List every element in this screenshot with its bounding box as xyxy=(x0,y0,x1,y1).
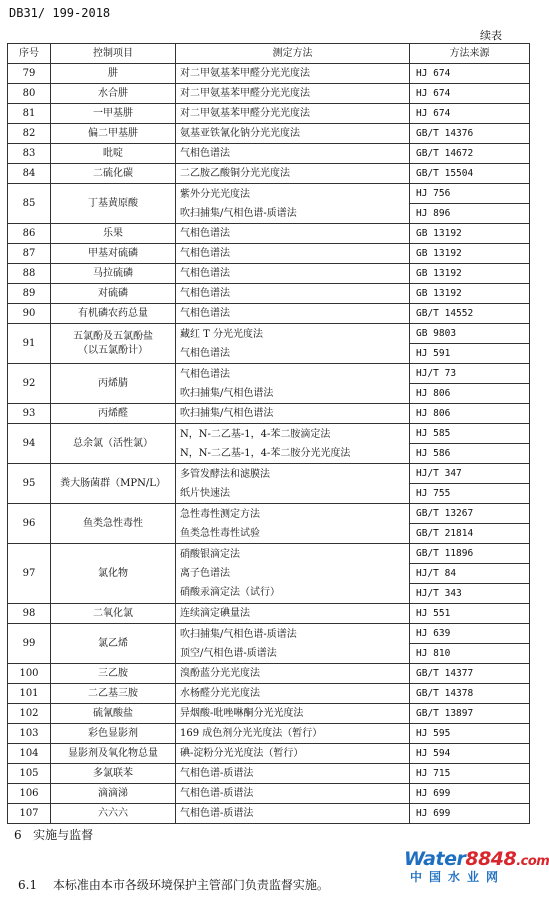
source-line: HJ/T 84 xyxy=(410,563,529,583)
method-line: 吹扫捕集/气相色谱-质谱法 xyxy=(180,207,297,219)
method-cell xyxy=(176,64,410,84)
method-line: 对二甲氨基苯甲醛分光光度法 xyxy=(180,68,310,79)
row-number: 107 xyxy=(8,804,51,824)
method-cell xyxy=(176,764,410,784)
control-item xyxy=(51,164,176,184)
control-item-line: 丁基黄原酸 xyxy=(88,197,138,209)
source-line: HJ 595 xyxy=(416,728,451,739)
source-cell xyxy=(410,684,530,704)
control-item-line: 偏二甲基肼 xyxy=(88,127,138,139)
source-line: HJ 639 xyxy=(416,628,451,639)
source-line: GB/T 15504 xyxy=(416,168,474,179)
row-number: 104 xyxy=(8,744,51,764)
control-item xyxy=(51,764,176,784)
source-cell xyxy=(410,324,530,364)
control-item-line: 马拉硫磷 xyxy=(93,267,133,279)
method-line: 碘-淀粉分光光度法（暂行） xyxy=(180,748,304,759)
method-cell xyxy=(176,224,410,244)
row-number: 87 xyxy=(8,244,51,264)
method-cell xyxy=(176,364,410,404)
source-line: HJ/T 347 xyxy=(416,468,462,479)
row-number: 86 xyxy=(8,224,51,244)
control-item-line: 三乙胺 xyxy=(98,667,128,679)
control-item xyxy=(51,304,176,324)
watermark-english xyxy=(404,848,549,870)
section-number: 6 xyxy=(14,828,22,842)
source-line: HJ 896 xyxy=(410,203,529,223)
table-row xyxy=(8,224,530,244)
method-line: 气相色谱-质谱法 xyxy=(180,788,254,799)
row-number: 96 xyxy=(8,504,51,544)
method-line: 吹扫捕集/气相色谱法 xyxy=(180,408,274,419)
control-item-line: 有机磷农药总量 xyxy=(78,307,148,319)
header-method: 测定方法 xyxy=(176,44,410,64)
source-cell xyxy=(410,284,530,304)
control-item-line: 五氯酚及五氯酚盐 xyxy=(73,330,153,342)
method-line: 氨基亚铁氰化钠分光光度法 xyxy=(180,128,300,139)
source-line: GB/T 14672 xyxy=(416,148,474,159)
source-line: GB 13192 xyxy=(416,288,462,299)
method-line: 二乙胺乙酸铜分光光度法 xyxy=(180,168,290,179)
source-line: HJ 810 xyxy=(410,643,529,663)
method-cell xyxy=(176,684,410,704)
table-body xyxy=(8,64,530,824)
control-item-line: 多氯联苯 xyxy=(93,767,133,779)
source-line: GB/T 14378 xyxy=(416,688,474,699)
watermark-w: W xyxy=(404,848,424,870)
method-line: 169 成色剂分光光度法（暂行） xyxy=(180,728,323,739)
source-cell xyxy=(410,424,530,464)
source-line: GB/T 11896 xyxy=(416,548,474,559)
table-row xyxy=(8,124,530,144)
source-line: HJ 699 xyxy=(416,788,451,799)
control-item xyxy=(51,624,176,664)
method-line: 气相色谱法 xyxy=(180,228,230,239)
row-number: 92 xyxy=(8,364,51,404)
source-line: HJ 674 xyxy=(416,108,451,119)
table-row xyxy=(8,764,530,784)
table-row xyxy=(8,624,530,664)
row-number: 101 xyxy=(8,684,51,704)
source-line: GB/T 14552 xyxy=(416,308,474,319)
source-line: HJ 586 xyxy=(410,443,529,463)
control-item-line: 肼 xyxy=(108,67,118,79)
source-line: GB/T 14376 xyxy=(416,128,474,139)
table-row xyxy=(8,284,530,304)
source-line: HJ/T 343 xyxy=(410,583,529,603)
row-number: 93 xyxy=(8,404,51,424)
row-number: 102 xyxy=(8,704,51,724)
row-number: 79 xyxy=(8,64,51,84)
control-item xyxy=(51,504,176,544)
source-line: HJ 699 xyxy=(416,808,451,819)
method-line: 对二甲氨基苯甲醛分光光度法 xyxy=(180,88,310,99)
source-cell xyxy=(410,504,530,544)
source-cell xyxy=(410,784,530,804)
control-item xyxy=(51,704,176,724)
table-row xyxy=(8,664,530,684)
table-row xyxy=(8,724,530,744)
row-number: 89 xyxy=(8,284,51,304)
source-cell xyxy=(410,624,530,664)
header-no: 序号 xyxy=(8,44,51,64)
source-line: HJ 585 xyxy=(416,428,451,439)
control-item-line: 氯乙烯 xyxy=(98,637,128,649)
source-cell xyxy=(410,464,530,504)
method-cell xyxy=(176,104,410,124)
source-line: HJ 755 xyxy=(410,483,529,503)
method-line: 气相色谱法 xyxy=(180,308,230,319)
watermark-number: 8848 xyxy=(465,848,517,870)
header-source: 方法来源 xyxy=(410,44,530,64)
method-cell xyxy=(176,404,410,424)
method-cell xyxy=(176,724,410,744)
source-line: HJ 806 xyxy=(410,383,529,403)
method-line: 气相色谱法 xyxy=(180,148,230,159)
method-cell xyxy=(176,784,410,804)
control-item xyxy=(51,464,176,504)
table-row xyxy=(8,684,530,704)
row-number: 84 xyxy=(8,164,51,184)
control-item xyxy=(51,284,176,304)
method-line: 硝酸汞滴定法（试行） xyxy=(180,587,280,598)
source-cell xyxy=(410,724,530,744)
table-row xyxy=(8,264,530,284)
method-cell xyxy=(176,744,410,764)
row-number: 83 xyxy=(8,144,51,164)
source-line: HJ 591 xyxy=(410,343,529,363)
source-cell xyxy=(410,404,530,424)
control-item xyxy=(51,744,176,764)
source-line: HJ 756 xyxy=(416,188,451,199)
control-item xyxy=(51,84,176,104)
table-row xyxy=(8,504,530,544)
control-item-line: 二乙基三胺 xyxy=(88,687,138,699)
clause xyxy=(18,876,329,893)
control-item xyxy=(51,784,176,804)
source-cell xyxy=(410,604,530,624)
source-cell xyxy=(410,124,530,144)
control-item-line: 吡啶 xyxy=(103,147,123,159)
control-item xyxy=(51,604,176,624)
table-row xyxy=(8,184,530,224)
method-line: 多管发酵法和滤膜法 xyxy=(180,468,270,480)
control-item xyxy=(51,144,176,164)
method-line: 气相色谱法 xyxy=(180,288,230,299)
source-cell xyxy=(410,304,530,324)
source-cell xyxy=(410,744,530,764)
source-line: GB 13192 xyxy=(416,248,462,259)
method-line: 气相色谱法 xyxy=(180,347,230,359)
control-item-line: 粪大肠菌群（MPN/L） xyxy=(60,477,166,489)
method-cell xyxy=(176,464,410,504)
table-row xyxy=(8,324,530,364)
method-cell xyxy=(176,164,410,184)
method-cell xyxy=(176,804,410,824)
table-row xyxy=(8,244,530,264)
control-item xyxy=(51,424,176,464)
method-line: 气相色谱法 xyxy=(180,268,230,279)
control-item-line: 二氧化氯 xyxy=(93,607,133,619)
table-row xyxy=(8,704,530,724)
method-line: 吹扫捕集/气相色谱法 xyxy=(180,387,274,399)
source-cell xyxy=(410,364,530,404)
row-number: 90 xyxy=(8,304,51,324)
source-cell xyxy=(410,224,530,244)
row-number: 106 xyxy=(8,784,51,804)
table-row xyxy=(8,424,530,464)
header-item: 控制项目 xyxy=(51,44,176,64)
control-item xyxy=(51,104,176,124)
control-item xyxy=(51,544,176,604)
control-item-line: 二硫化碳 xyxy=(93,167,133,179)
method-cell xyxy=(176,284,410,304)
watermark-chinese: 中国水业网 xyxy=(410,870,506,884)
source-line: HJ 594 xyxy=(416,748,451,759)
source-cell xyxy=(410,144,530,164)
method-line: N，N-二乙基-1，4-苯二胺滴定法 xyxy=(180,428,331,440)
method-cell xyxy=(176,184,410,224)
source-cell xyxy=(410,764,530,784)
source-line: GB/T 13897 xyxy=(416,708,474,719)
method-line: 气相色谱法 xyxy=(180,248,230,259)
control-item-line: 乐果 xyxy=(103,227,123,239)
source-cell xyxy=(410,164,530,184)
control-item-line: 对硫磷 xyxy=(98,287,128,299)
table-row xyxy=(8,144,530,164)
control-item xyxy=(51,224,176,244)
method-cell xyxy=(176,124,410,144)
source-cell xyxy=(410,704,530,724)
source-line: HJ 674 xyxy=(416,88,451,99)
source-line: GB/T 13267 xyxy=(416,508,474,519)
control-item xyxy=(51,184,176,224)
control-item-line: 一甲基肼 xyxy=(93,107,133,119)
clause-text: 本标准由本市各级环境保护主管部门负责监督实施。 xyxy=(52,878,329,892)
method-line: 气相色谱法 xyxy=(180,368,230,380)
control-item-line: 总余氯（活性氯） xyxy=(73,437,153,449)
control-item xyxy=(51,724,176,744)
source-cell xyxy=(410,84,530,104)
watermark-logo xyxy=(404,848,549,894)
row-number: 105 xyxy=(8,764,51,784)
row-number: 103 xyxy=(8,724,51,744)
source-cell xyxy=(410,64,530,84)
source-cell xyxy=(410,804,530,824)
table-row xyxy=(8,604,530,624)
method-cell xyxy=(176,504,410,544)
table-row xyxy=(8,64,530,84)
source-line: GB 13192 xyxy=(416,228,462,239)
table-row xyxy=(8,104,530,124)
control-item xyxy=(51,264,176,284)
row-number: 94 xyxy=(8,424,51,464)
control-item xyxy=(51,124,176,144)
table-row xyxy=(8,304,530,324)
table-row xyxy=(8,464,530,504)
watermark-suffix: .com xyxy=(516,854,549,869)
control-item xyxy=(51,804,176,824)
control-item xyxy=(51,244,176,264)
watermark-ater: ater xyxy=(423,848,466,870)
method-cell xyxy=(176,244,410,264)
table-row xyxy=(8,544,530,604)
row-number: 82 xyxy=(8,124,51,144)
source-line: HJ 715 xyxy=(416,768,451,779)
method-line: N，N-二乙基-1，4-苯二胺分光光度法 xyxy=(180,447,351,459)
method-cell xyxy=(176,704,410,724)
section-title: 实施与监督 xyxy=(33,828,94,842)
control-item-line: 滴滴涕 xyxy=(98,787,128,799)
control-item-line: 甲基对硫磷 xyxy=(88,247,138,259)
table-row xyxy=(8,164,530,184)
method-line: 藏红 T 分光光度法 xyxy=(180,328,264,340)
method-cell xyxy=(176,144,410,164)
control-item xyxy=(51,404,176,424)
method-line: 对二甲氨基苯甲醛分光光度法 xyxy=(180,108,310,119)
table-row xyxy=(8,804,530,824)
table-header-row xyxy=(8,44,530,64)
source-line: HJ/T 73 xyxy=(416,368,457,379)
source-line: HJ 674 xyxy=(416,68,451,79)
method-cell xyxy=(176,264,410,284)
method-line: 异烟酸-吡唑啉酮分光光度法 xyxy=(180,708,304,719)
method-line: 鱼类急性毒性试验 xyxy=(180,527,260,539)
source-cell xyxy=(410,264,530,284)
method-line: 纸片快速法 xyxy=(180,487,230,499)
control-item-line: 六六六 xyxy=(98,807,128,819)
method-cell xyxy=(176,84,410,104)
method-line: 离子色谱法 xyxy=(180,568,230,579)
table-row xyxy=(8,744,530,764)
method-line: 硝酸银滴定法 xyxy=(180,549,240,560)
control-item-line: （以五氯酚计） xyxy=(78,344,148,356)
method-cell xyxy=(176,604,410,624)
row-number: 85 xyxy=(8,184,51,224)
method-line: 吹扫捕集/气相色谱-质谱法 xyxy=(180,628,297,640)
control-item xyxy=(51,664,176,684)
source-line: HJ 551 xyxy=(416,608,451,619)
method-line: 气相色谱-质谱法 xyxy=(180,808,254,819)
control-item-line: 水合肼 xyxy=(98,87,128,99)
source-line: HJ 806 xyxy=(416,408,451,419)
clause-number: 6.1 xyxy=(18,878,38,892)
method-cell xyxy=(176,304,410,324)
source-cell xyxy=(410,544,530,604)
method-line: 紫外分光光度法 xyxy=(180,188,250,200)
source-cell xyxy=(410,664,530,684)
row-number: 91 xyxy=(8,324,51,364)
source-line: GB/T 21814 xyxy=(410,523,529,543)
control-item xyxy=(51,364,176,404)
table-row xyxy=(8,84,530,104)
row-number: 99 xyxy=(8,624,51,664)
control-item-line: 丙烯醛 xyxy=(98,407,128,419)
source-line: GB 13192 xyxy=(416,268,462,279)
control-item-line: 显影剂及氧化物总量 xyxy=(68,747,158,759)
control-item-line: 氯化物 xyxy=(98,567,128,579)
method-line: 水杨醛分光光度法 xyxy=(180,688,260,699)
row-number: 88 xyxy=(8,264,51,284)
method-line: 气相色谱-质谱法 xyxy=(180,768,254,779)
table-row xyxy=(8,404,530,424)
method-line: 急性毒性测定方法 xyxy=(180,508,260,520)
control-item-line: 丙烯腈 xyxy=(98,377,128,389)
source-line: GB/T 14377 xyxy=(416,668,474,679)
row-number: 81 xyxy=(8,104,51,124)
row-number: 95 xyxy=(8,464,51,504)
control-item-line: 彩色显影剂 xyxy=(88,727,138,739)
control-item xyxy=(51,324,176,364)
method-table xyxy=(7,43,530,824)
continued-label: 续表 xyxy=(480,29,502,42)
source-cell xyxy=(410,184,530,224)
row-number: 100 xyxy=(8,664,51,684)
method-line: 溴酚蓝分光光度法 xyxy=(180,668,260,679)
row-number: 98 xyxy=(8,604,51,624)
table-row xyxy=(8,364,530,404)
method-cell xyxy=(176,324,410,364)
method-cell xyxy=(176,424,410,464)
control-item-line: 鱼类急性毒性 xyxy=(83,517,143,529)
section-heading xyxy=(14,826,93,843)
control-item xyxy=(51,684,176,704)
control-item-line: 硫氰酸盐 xyxy=(93,707,133,719)
method-cell xyxy=(176,664,410,684)
source-cell xyxy=(410,244,530,264)
method-cell xyxy=(176,544,410,604)
control-item xyxy=(51,64,176,84)
method-cell xyxy=(176,624,410,664)
method-line: 顶空/气相色谱-质谱法 xyxy=(180,647,277,659)
document-code: DB31/ 199-2018 xyxy=(9,6,111,20)
table-row xyxy=(8,784,530,804)
source-line: GB 9803 xyxy=(416,328,457,339)
row-number: 97 xyxy=(8,544,51,604)
method-line: 连续滴定碘量法 xyxy=(180,608,250,619)
row-number: 80 xyxy=(8,84,51,104)
source-cell xyxy=(410,104,530,124)
